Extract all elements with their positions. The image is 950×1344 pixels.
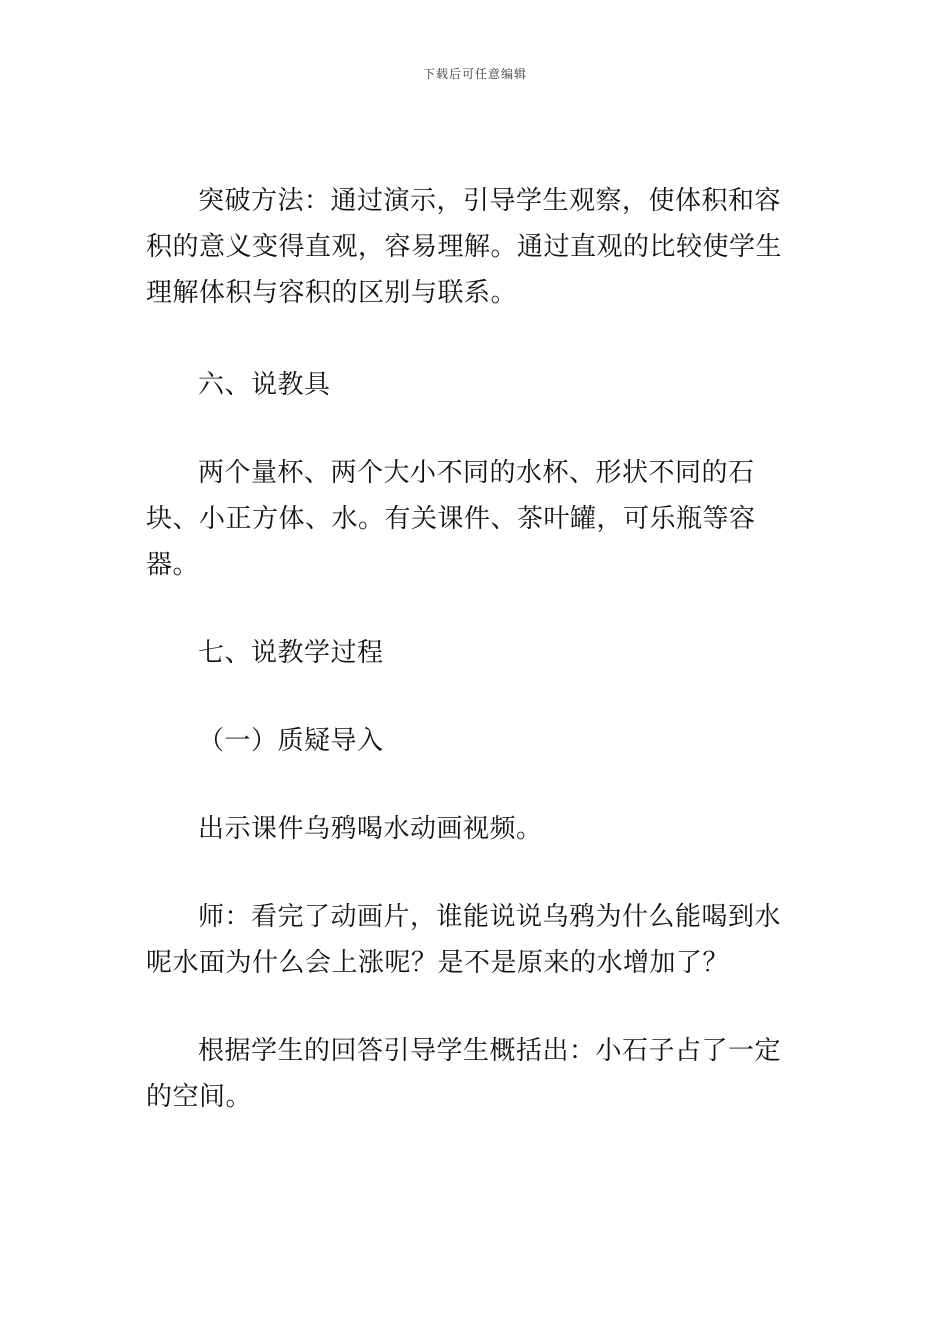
paragraph-teaching-aids: 两个量杯、两个大小不同的水杯、形状不同的石块、小正方体、水。有关课件、茶叶罐，可乐瓶等容器。	[146, 458, 756, 580]
paragraph-student-summary: 根据学生的回答引导学生概括出：小石子占了一定的空间。	[146, 1036, 782, 1112]
section-heading-teaching-aids: 六、说教具	[198, 370, 331, 400]
paragraph-breakthrough-method: 突破方法：通过演示，引导学生观察，使体积和容积的意义变得直观，容易理解。通过直观的比较使学生理解体积与容积的区别与联系。	[146, 186, 783, 308]
paragraph-teacher-question: 师：看完了动画片，谁能说说乌鸦为什么能喝到水呢水面为什么会上涨呢？是不是原来的水增加了？	[146, 902, 782, 978]
section-heading-teaching-process: 七、说教学过程	[198, 638, 384, 668]
document-body	[146, 178, 806, 1120]
paragraph-show-video: 出示课件乌鸦喝水动画视频。	[198, 814, 543, 844]
subsection-heading-introduction: （一）质疑导入	[198, 726, 384, 756]
page-header: 下载后可任意编辑	[422, 67, 527, 81]
